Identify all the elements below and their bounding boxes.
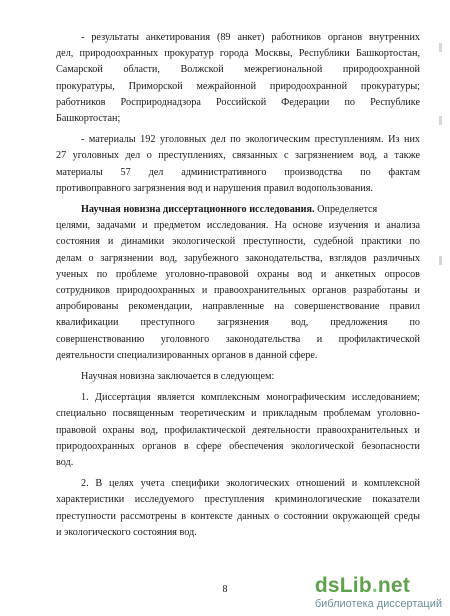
text-line: 27 уголовных дел о преступлениях, связанных с загрязнением вод, а также	[56, 150, 420, 162]
heading-continuation: Определяется	[314, 204, 378, 216]
text-line: Самарской области, Волжской межрегиональной природоохранной	[56, 64, 420, 76]
document-body	[56, 30, 420, 541]
text-line: противоправного загрязнения вод и нарушения правил водопользования.	[56, 182, 373, 194]
scan-margin-mark	[439, 43, 442, 52]
text-line: делам о загрязнении вод, зарубежного законодательства, взглядов различных	[56, 252, 420, 264]
text-line: ученых по проблеме уголовно-правовой охраны вод и анкетных опросов	[56, 268, 420, 280]
text-line: квалификации преступного загрязнения вод, предложения по	[56, 317, 420, 329]
watermark-logo	[315, 575, 442, 597]
scan-margin-mark	[439, 256, 442, 265]
text-line: сотрудников природоохранных и правоохранительных органов разработаны и	[56, 285, 420, 297]
text-line: природоохранных органов в сфере обеспечения экологической безопасности	[56, 440, 420, 452]
text-line: Научная новизна заключается в следующем:	[81, 371, 275, 383]
page-number: 8	[222, 584, 228, 595]
text-line: материалы 57 дел административного производства по фактам	[56, 166, 420, 178]
watermark-subtitle: библиотека диссертаций	[314, 598, 442, 610]
text-line: деятельности специализированных органов в данной сфере.	[56, 349, 318, 361]
text-line: состояния и динамики экологической преступности, судебной практики по	[56, 236, 420, 248]
text-line: и экологического состояния вод.	[56, 526, 197, 538]
text-line: - результаты анкетирования (89 анкет) работников органов внутренних	[81, 32, 420, 43]
paragraph-novelty-intro	[56, 369, 420, 385]
text-line: 2. В целях учета специфики экологических отношений и комплексной	[81, 478, 420, 490]
text-line: 1. Диссертация является комплексным монографическим исследованием;	[81, 392, 420, 404]
text-line	[56, 202, 420, 218]
text-line: характеристики исследуемого преступления криминологические показатели	[56, 494, 420, 506]
scan-margin-mark	[439, 116, 442, 125]
text-line: работников Росприроднадзора Российской Федерации по Республике	[56, 96, 420, 108]
text-line: прокуратуры, Приморской межрайонной природоохранной прокуратуры;	[56, 80, 420, 92]
logo-right: net	[377, 574, 411, 597]
text-line: совершенствованию уголовного законодательства и профилактической	[56, 333, 420, 345]
paragraph-novelty-item-1	[56, 390, 420, 471]
logo-dot: .	[371, 574, 378, 597]
paragraph-criminal-cases	[56, 132, 420, 197]
logo-left: dsLib	[314, 574, 372, 597]
watermark	[315, 575, 442, 610]
paragraph-scientific-novelty	[56, 202, 420, 364]
text-line: дел, природоохранных прокуратур города Москвы, Республики Башкортостан,	[56, 48, 420, 60]
text-line: - материалы 192 уголовных дел по экологическим преступлениям. Из них	[81, 134, 420, 146]
text-line: апробированы рекомендации, направленные на совершенствование правил	[56, 301, 420, 313]
text-line: правовой охраны вод, профилактической деятельности правоохранительных и	[56, 424, 420, 436]
text-line: Башкортостан;	[56, 113, 121, 125]
text-line: преступности рассмотрены в контексте данных о состоянии окружающей среды	[56, 510, 420, 522]
section-heading: Научная новизна диссертационного исследования.	[81, 204, 315, 216]
paragraph-survey-results	[56, 30, 420, 127]
text-line: специально посвященным теоретическим и прикладным проблемам уголовно-	[56, 408, 420, 420]
text-line: целями, задачами и предметом исследования. На основе изучения и анализа	[56, 220, 420, 232]
text-line: вод.	[56, 457, 74, 469]
paragraph-novelty-item-2	[56, 476, 420, 541]
